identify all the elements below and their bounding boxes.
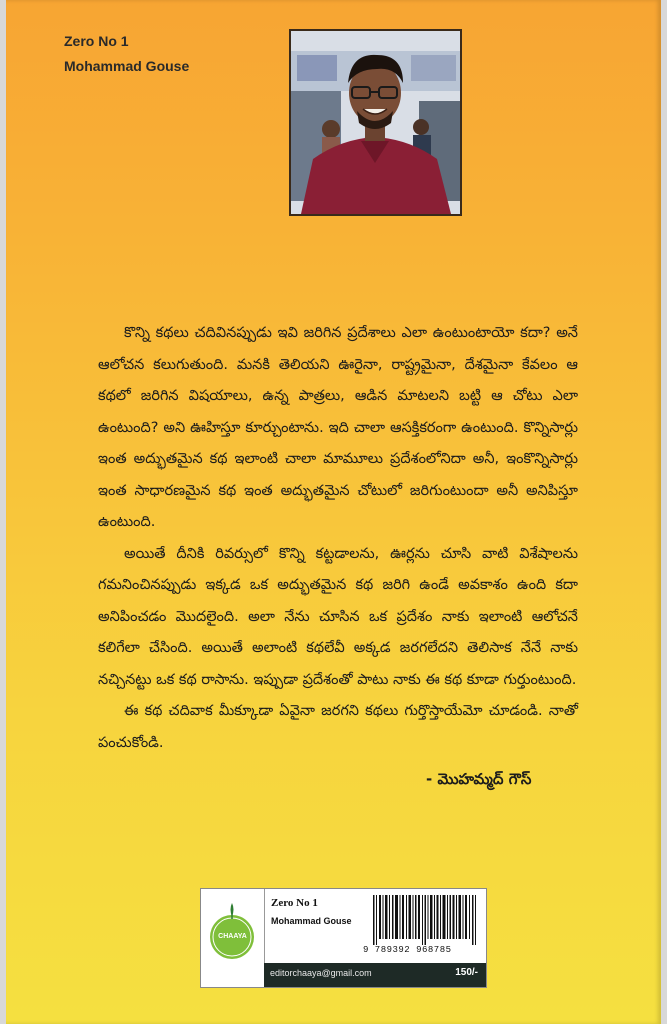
blurb-text: [98, 318, 578, 759]
publisher-email: editorchaaya@gmail.com: [270, 968, 372, 978]
label-title: Zero No 1: [271, 897, 318, 909]
blurb-paragraph: అయితే దీనికి రివర్సులో కొన్ని కట్టడాలను, ఊర్లను చూసి వాటి విశేషాలను గమనించినప్పుడు ఇక్కడ ఒక అద్భుతమైన కథ జరిగి ఉండే అవకాశం ఉంది కదా అనిపించడం మొదలైంది. అలా నేను చూసిన ఒక ప్రదేశం నాకు ఇలాంటి ఆలోచనే కలిగేలా చేసింది. అయితే అలాంటి కథలేవీ అక్కడ జరగలేదని తెలిసాక నేనే నాకు నచ్చినట్టు ఒక కథ రాసాను. ఇప్పుడా ప్రదేశంతో పాటు నాకు ఈ కథ కూడా గుర్తుంటుంది.: [98, 545, 578, 688]
book-author: Mohammad Gouse: [64, 58, 190, 74]
book-back-cover: [6, 0, 661, 1024]
price-barcode-label: [200, 888, 487, 988]
publisher-logo-text: CHAAYA: [218, 933, 247, 940]
book-price: 150/-: [455, 967, 478, 978]
blurb-paragraph: కొన్ని కథలు చదివినప్పుడు ఇవి జరిగిన ప్రదేశాలు ఎలా ఉంటుంటాయో కదా? అనే ఆలోచన కలుగుతుంది. మనకి తెలియని ఊరైనా, రాష్ట్రమైనా, దేశమైనా కేవలం ఆ కథలో జరిగిన విషయాలు, ఉన్న పాత్రలు, ఆడిన మాటలని బట్టి ఆ చోటు ఎలా ఉంటుంది? అని ఊహిస్తూ కూర్చుంటాను. ఇది చాలా ఆసక్తికరంగా ఉంటుంది. కొన్నిసార్లు ఇంత అద్భుతమైన కథ ఇలాంటి చాలా మామూలు ప్రదేశంలోనిదా అనీ, ఇంకొన్నిసార్లు ఇంత సాధారణమైన కథ ఇంత అద్భుతమైన చోటులో జరిగుంటుందా అనీ అనిపిస్తూ ఉంటుంది.: [98, 325, 578, 530]
author-signature: - మొహమ్మద్ గౌస్: [426, 770, 532, 788]
barcode-number: 9 789392 968785: [363, 945, 452, 955]
author-photo: [289, 29, 462, 216]
blurb-paragraph: ఈ కథ చదివాక మీక్కూడా ఏవైనా జరగని కథలు గుర్తొస్తాయేమో చూడండి. నాతో పంచుకోండి.: [98, 703, 578, 751]
label-author: Mohammad Gouse: [271, 916, 352, 926]
label-footer: [264, 963, 486, 987]
book-title: Zero No 1: [64, 33, 129, 49]
publisher-logo: [201, 889, 265, 987]
barcode-icon: [371, 895, 479, 945]
author-photo-illustration: [291, 31, 460, 214]
